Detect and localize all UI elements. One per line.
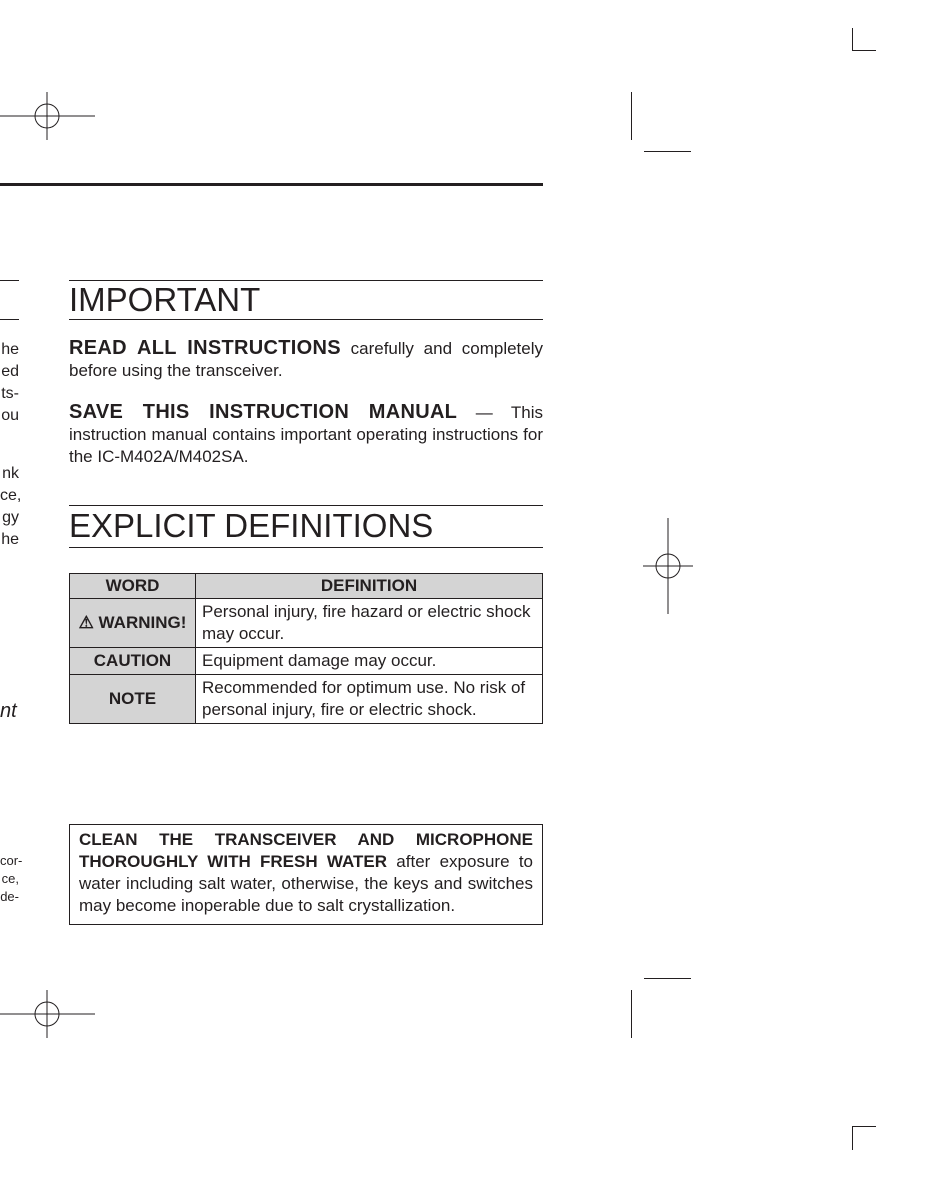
word-cell-caution: CAUTION — [70, 648, 196, 675]
left-page-fragment-group3 — [0, 852, 23, 906]
definitions-heading: EXPLICIT DEFINITIONS — [69, 507, 434, 544]
registration-mark-bottom-left — [0, 990, 96, 1038]
column-header-definition: DEFINITION — [196, 574, 543, 599]
save-manual-paragraph — [69, 401, 543, 468]
definitions-table — [69, 573, 543, 724]
table-row-note — [70, 675, 543, 724]
definitions-rule-bottom — [69, 547, 543, 548]
left-page-rule-top — [0, 280, 19, 281]
fragment-text: he — [1, 341, 19, 358]
left-page-fragment-group1 — [0, 339, 19, 427]
fragment-text: ce, — [1, 871, 19, 886]
fragment-text: ou — [1, 407, 19, 424]
definitions-rule-top — [69, 505, 543, 506]
table-row-warning — [70, 599, 543, 648]
read-instructions-text: carefully and completely before using the transceiver. — [69, 339, 544, 380]
header-rule — [0, 183, 543, 186]
fragment-text: ce, — [0, 487, 22, 504]
fragment-text: he — [1, 531, 19, 548]
cleaning-notice-text: after exposure to water including salt water, otherwise, the keys and switches may become inoperable due to salt crystallization. — [79, 852, 533, 915]
read-instructions-paragraph — [69, 337, 543, 382]
column-header-word: WORD — [70, 574, 196, 599]
fragment-text: nk — [2, 465, 19, 482]
fragment-text: de- — [0, 889, 19, 904]
word-cell-note: NOTE — [70, 675, 196, 724]
registration-mark-top-left — [0, 92, 96, 140]
table-header-row — [70, 574, 543, 599]
left-page-fragment-group2 — [0, 463, 22, 551]
fragment-text: gy — [2, 509, 19, 526]
fragment-text: ed — [1, 363, 19, 380]
registration-mark-right-middle — [643, 518, 693, 614]
definition-cell-note: Recommended for optimum use. No risk of personal injury, fire or electric shock. — [196, 675, 543, 724]
fragment-text: ts- — [1, 385, 19, 402]
definition-cell-caution: Equipment damage may occur. — [196, 648, 543, 675]
cleaning-notice-box — [69, 824, 543, 925]
cleaning-notice-lead: CLEAN THE TRANSCEIVER AND MICROPHONE THOROUGHLY WITH FRESH WATER — [79, 830, 533, 871]
table-row-caution — [70, 648, 543, 675]
fragment-text: cor- — [0, 853, 23, 868]
word-cell-warning: ⚠ WARNING! — [70, 599, 196, 648]
definition-cell-warning: Personal injury, fire hazard or electric shock may occur. — [196, 599, 543, 648]
save-manual-lead: SAVE THIS INSTRUCTION MANUAL — [69, 401, 458, 423]
read-instructions-lead: READ ALL INSTRUCTIONS — [69, 337, 341, 359]
important-rule-bottom — [69, 319, 543, 320]
important-heading: IMPORTANT — [69, 281, 261, 318]
left-page-rule-bottom — [0, 319, 19, 320]
save-manual-text: — This instruction manual contains important operating instructions for the IC-M402A/M402SA. — [69, 403, 543, 466]
left-page-fragment-italic: nt — [0, 700, 17, 722]
